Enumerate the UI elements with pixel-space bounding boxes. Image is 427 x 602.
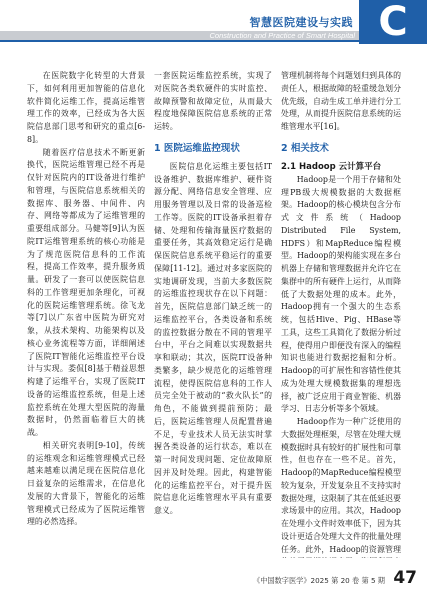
body-paragraph: Hadoop是一个用于存储和处理PB级大规模数据的大数据框架。Hadoop的核心模块包含分布式文件系统（Hadoop Distributed File System, HDFS）和MapReduce编程模型。Hadoop的架构能实现在多台机器上存储和管理数据并允许它在集群中的所有硬件上运行，从而降低了大数据处理的成本。此外，Hadoop拥有一个强大的生态系统，包括Hive、Pig、HBase等工具，这些工具简化了数据分析过程，使得用户即便没有深入的编程知识也能进行数据挖掘和分析。Hadoop的可扩展性和容错性使其成为处理大规模数据集的理想选择，被广泛应用于商业智能、机器学习、日志分析等多个领域。 [281, 174, 401, 414]
text-column-2 [154, 70, 272, 558]
section-title-cn: 智慧医院建设与实践 [249, 16, 353, 29]
text-column-3 [281, 70, 401, 558]
section-heading: 1 医院运维监控现状 [154, 142, 240, 154]
body-paragraph: 一套医院运维监控系统，实现了对医院各类软硬件的实时监控、故障预警和故障定位，从而最大程度地保障医院信息系统的正常运转。 [154, 71, 272, 131]
body-paragraph: 医院信息化运维主要包括IT设备维护、数据库维护、硬件资源分配、网络信息安全管理、应用服务管理以及日常的设备巡检工作等。医院的IT设备承担着存储、处理和传输海量医疗数据的重要任务，其高效稳定运行是确保医院信息系统平稳运行的重要保障[11-12]。通过对多家医院的实地调研发现，当前大多数医院的运维监控现状存在以下问题：首先，医院信息部门缺乏统一的运维监控平台，各类设备和系统的监控数据分散在不同的管理平台中，平台之间难以实现数据共享和联动；其次，医院IT设备种类繁多，缺少规范化的运维管理流程，使得医院信息科的工作人员完全处于被动的“救火队长”的角色，不能做到提前预防；最后，医院运维管理人员配置普遍不足，专业技术人员无法实时掌握各类设备的运行状态，难以在第一时间发现问题、定位故障原因并及时处理。因此，构建智能化的运维监控平台，对于提升医院信息化运维管理水平具有重要意义。 [154, 161, 272, 515]
section-title-en: Construction and Practice of Smart Hospital [209, 31, 355, 40]
section-logo-icon: C [359, 0, 427, 44]
journal-citation: 《中国数字医学》2025 第 20 卷 第 5 期 [253, 576, 385, 585]
page-header [0, 0, 427, 45]
subsection-heading: 2.1 Hadoop 云计算平台 [281, 161, 382, 172]
body-paragraph: Hadoop作为一种广泛使用的大数据处理框架，尽管在处理大规模数据时具有较好的扩展性和可靠性，但也存在一些不足。首先，Hadoop的MapReduce编程模型较为复杂，开发复杂且不支持实时数据处理，这限制了其在低延迟要求场景中的应用。其次，Hadoop在处理小文件时效率低下，因为其设计更适合处理大文件的批量处理任务。此外，Hadoop的资源管理 [281, 417, 401, 554]
text-column-1 [27, 70, 145, 558]
page-footer [0, 570, 427, 602]
body-paragraph: 在医院数字化转型的大背景下，如何利用更加智能的信息化软件简化运维工作，提高运维管理工作的效率，已经成为各大医院信息部门思考和研究的重点[6-8]。 [27, 71, 145, 144]
body-paragraph: 管理机制将每个问题划归到具体的责任人，根据故障的轻重缓急划分优先级，自动生成工单并进行分工处理，从而提升医院信息系统的运维管理水平[16]。 [281, 71, 401, 131]
page-number: 47 [393, 568, 417, 588]
header-blue-rule [0, 40, 365, 42]
body-paragraph: 相关研究表明[9-10]，传统的运维观念和运维管理模式已经越来越难以满足现在医院信息化日益复杂的运维需求，在信息化发展的大背景下，智能化的运维管理模式已经成为了医院运维管理的必然选择。 [27, 440, 145, 527]
section-heading: 2 相关技术 [281, 142, 329, 154]
body-paragraph: 随着医疗信息技术不断更新换代，医院运维管理已经不再是仅针对医院内的IT设备进行维护和管理，与医院信息系统相关的数据库、服务器、中间件、内存、网络等都成为了运维管理的重要组成部分。马健等[9]认为医院IT运维管理系统的核心功能是为了规范医院信息科的工作流程，提高工作效率，提升服务质量。研发了一套可以使医院信息科的工作管理更加条理化，可视化的医院运维管理系统。徐飞龙等[7]以广东省中医院为研究对象，从技术架构、功能架构以及核心业务流程等方面，详细阐述了医院IT智能化运维监控平台设计与实现。娄侃[8]基于精益思想构建了运维平台，实现了医院IT设备的运维监控系统，但是上述监控系统在处理大型医院的海量数据时，仍然面临着巨大的挑战。 [27, 147, 145, 437]
